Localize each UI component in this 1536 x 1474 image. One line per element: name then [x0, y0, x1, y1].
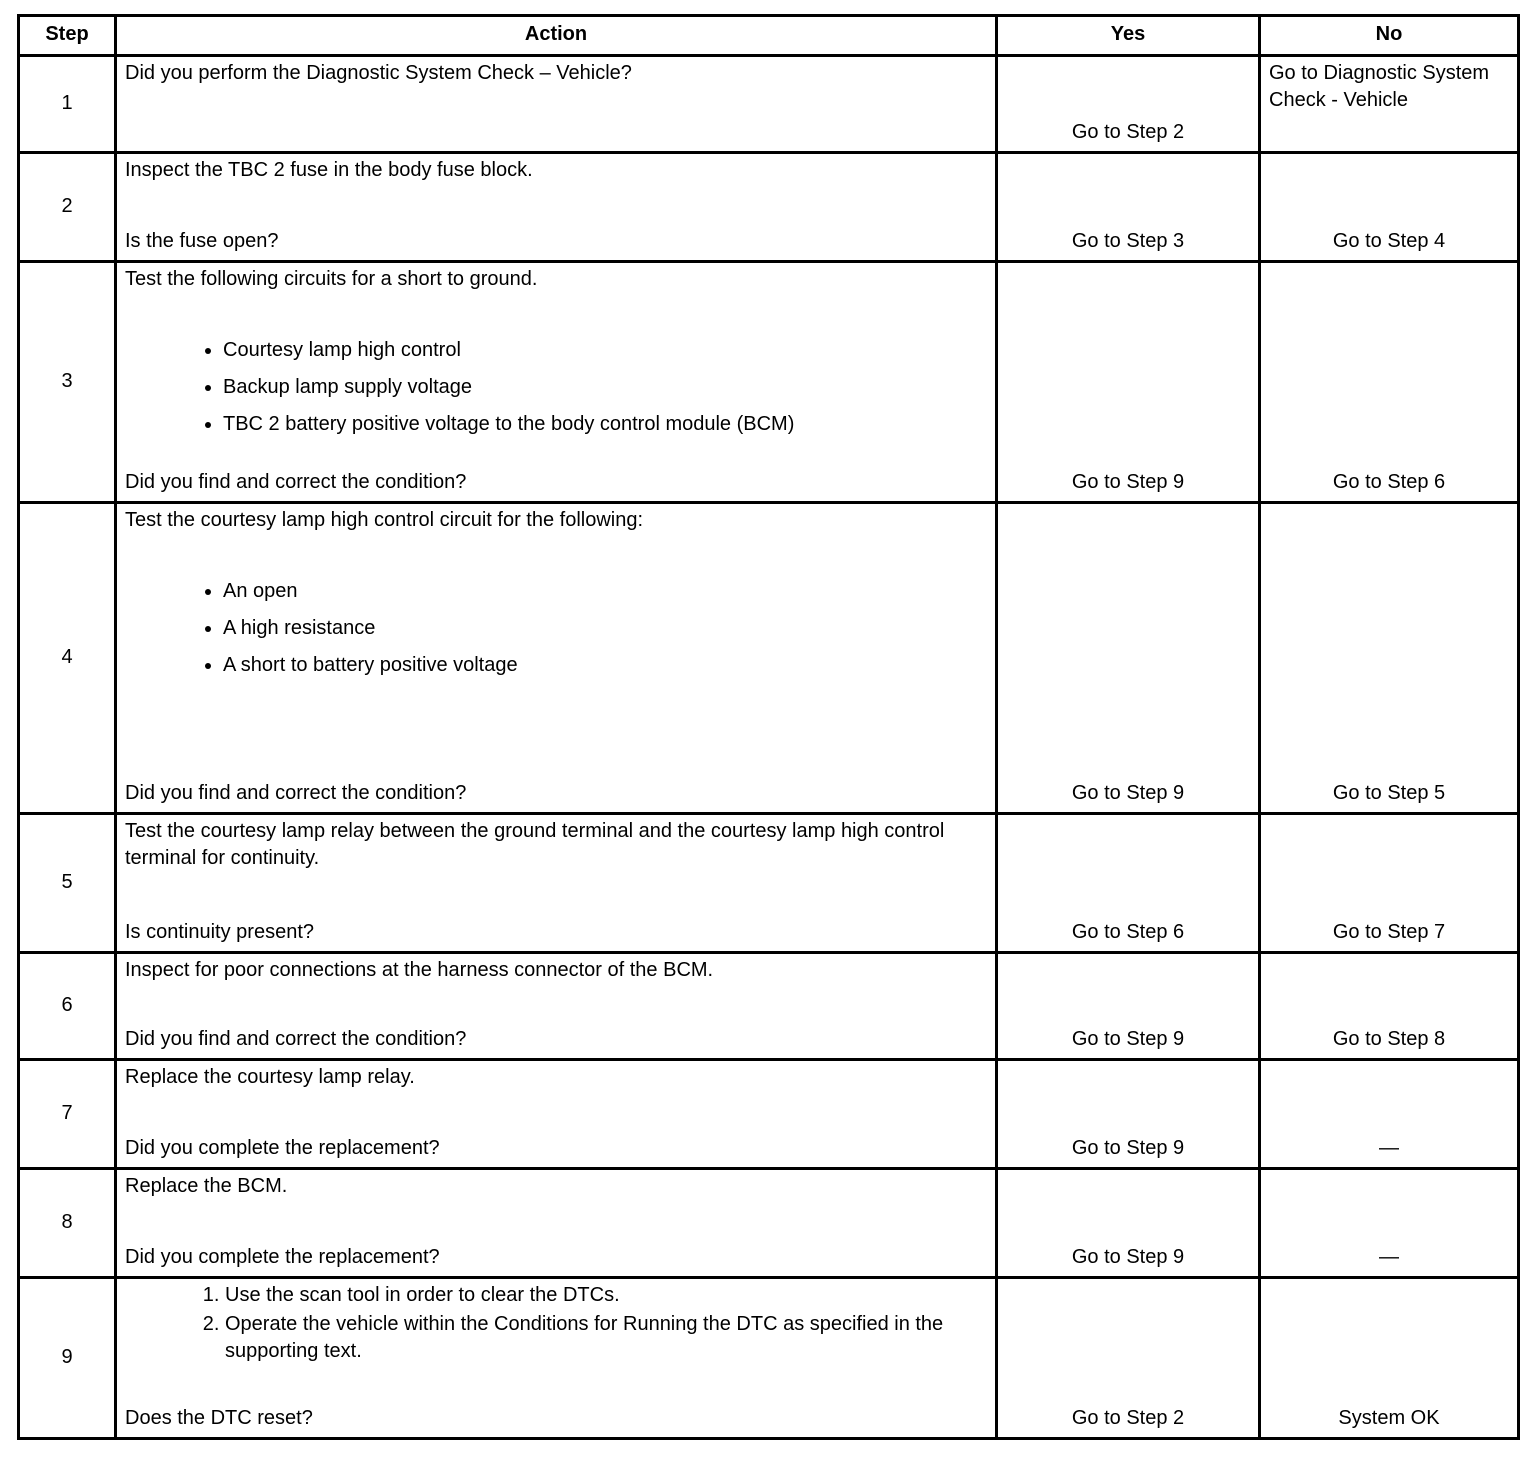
yes-cell: Go to Step 9: [997, 1169, 1260, 1278]
header-step: Step: [19, 16, 116, 56]
action-cell: [116, 153, 997, 262]
header-row: [19, 16, 1519, 56]
step-cell: 1: [19, 56, 116, 153]
yes-cell: Go to Step 2: [997, 1278, 1260, 1439]
action-question: Did you find and correct the condition?: [125, 471, 467, 493]
action-cell: [116, 262, 997, 503]
no-cell: Go to Step 5: [1260, 503, 1519, 814]
numbered-item: 1. Use the scan tool in order to clear the DTCs.: [225, 1282, 987, 1309]
no-cell: —: [1260, 1169, 1519, 1278]
step-cell: 5: [19, 814, 116, 953]
action-cell: [116, 1060, 997, 1169]
step-cell: 2: [19, 153, 116, 262]
action-cell: [116, 1169, 997, 1278]
action-cell: [116, 814, 997, 953]
action-intro: Inspect the TBC 2 fuse in the body fuse block.: [125, 159, 533, 181]
action-question: Is continuity present?: [125, 921, 314, 943]
yes-cell: Go to Step 9: [997, 1060, 1260, 1169]
action-question: Did you complete the replacement?: [125, 1246, 440, 1268]
action-question: Did you find and correct the condition?: [125, 1028, 467, 1050]
bullet-list: [125, 578, 987, 689]
no-cell: Go to Step 4: [1260, 153, 1519, 262]
header-no: No: [1260, 16, 1519, 56]
step-cell: 3: [19, 262, 116, 503]
action-cell: [116, 503, 997, 814]
table-row: [19, 262, 1519, 503]
action-intro: Replace the courtesy lamp relay.: [125, 1066, 415, 1088]
bullet-item: • Backup lamp supply voltage: [223, 374, 987, 401]
action-cell: [116, 56, 997, 153]
action-intro: Inspect for poor connections at the harness connector of the BCM.: [125, 959, 714, 981]
bullet-item: • A short to battery positive voltage: [223, 652, 987, 679]
yes-cell: Go to Step 2: [997, 56, 1260, 153]
table-row: [19, 953, 1519, 1060]
no-cell: System OK: [1260, 1278, 1519, 1439]
action-question: Does the DTC reset?: [125, 1407, 313, 1429]
bullet-list: [125, 337, 987, 448]
no-cell: Go to Diagnostic System Check - Vehicle: [1260, 56, 1519, 153]
yes-cell: Go to Step 3: [997, 153, 1260, 262]
table-row: [19, 153, 1519, 262]
action-intro: Test the courtesy lamp high control circuit for the following:: [125, 509, 644, 531]
action-cell: [116, 1278, 997, 1439]
no-cell: —: [1260, 1060, 1519, 1169]
table-row: [19, 1169, 1519, 1278]
bullet-item: • An open: [223, 578, 987, 605]
action-intro: Test the courtesy lamp relay between the ground terminal and the courtesy lamp high control terminal for continuity.: [125, 820, 945, 869]
yes-cell: Go to Step 9: [997, 503, 1260, 814]
action-intro: Test the following circuits for a short to ground.: [125, 268, 538, 290]
table-row: [19, 56, 1519, 153]
numbered-list: [125, 1282, 987, 1367]
action-question: Is the fuse open?: [125, 230, 279, 252]
header-yes: Yes: [997, 16, 1260, 56]
action-intro: Replace the BCM.: [125, 1175, 288, 1197]
action-cell: [116, 953, 997, 1060]
bullet-item: • TBC 2 battery positive voltage to the body control module (BCM): [223, 411, 987, 438]
step-cell: 4: [19, 503, 116, 814]
step-cell: 6: [19, 953, 116, 1060]
no-cell: Go to Step 8: [1260, 953, 1519, 1060]
no-cell: Go to Step 7: [1260, 814, 1519, 953]
yes-cell: Go to Step 6: [997, 814, 1260, 953]
yes-cell: Go to Step 9: [997, 262, 1260, 503]
action-question: Did you complete the replacement?: [125, 1137, 440, 1159]
table-row: [19, 1278, 1519, 1439]
step-cell: 7: [19, 1060, 116, 1169]
no-cell: Go to Step 6: [1260, 262, 1519, 503]
action-question: Did you find and correct the condition?: [125, 782, 467, 804]
yes-cell: Go to Step 9: [997, 953, 1260, 1060]
step-cell: 9: [19, 1278, 116, 1439]
header-action: Action: [116, 16, 997, 56]
numbered-item: 2. Operate the vehicle within the Conditions for Running the DTC as specified in the supporting text.: [225, 1311, 987, 1365]
bullet-item: • A high resistance: [223, 615, 987, 642]
diagnostic-table: [17, 14, 1520, 1440]
table-row: [19, 814, 1519, 953]
table-row: [19, 503, 1519, 814]
step-cell: 8: [19, 1169, 116, 1278]
bullet-item: • Courtesy lamp high control: [223, 337, 987, 364]
action-intro: Did you perform the Diagnostic System Check – Vehicle?: [125, 62, 632, 84]
table-row: [19, 1060, 1519, 1169]
